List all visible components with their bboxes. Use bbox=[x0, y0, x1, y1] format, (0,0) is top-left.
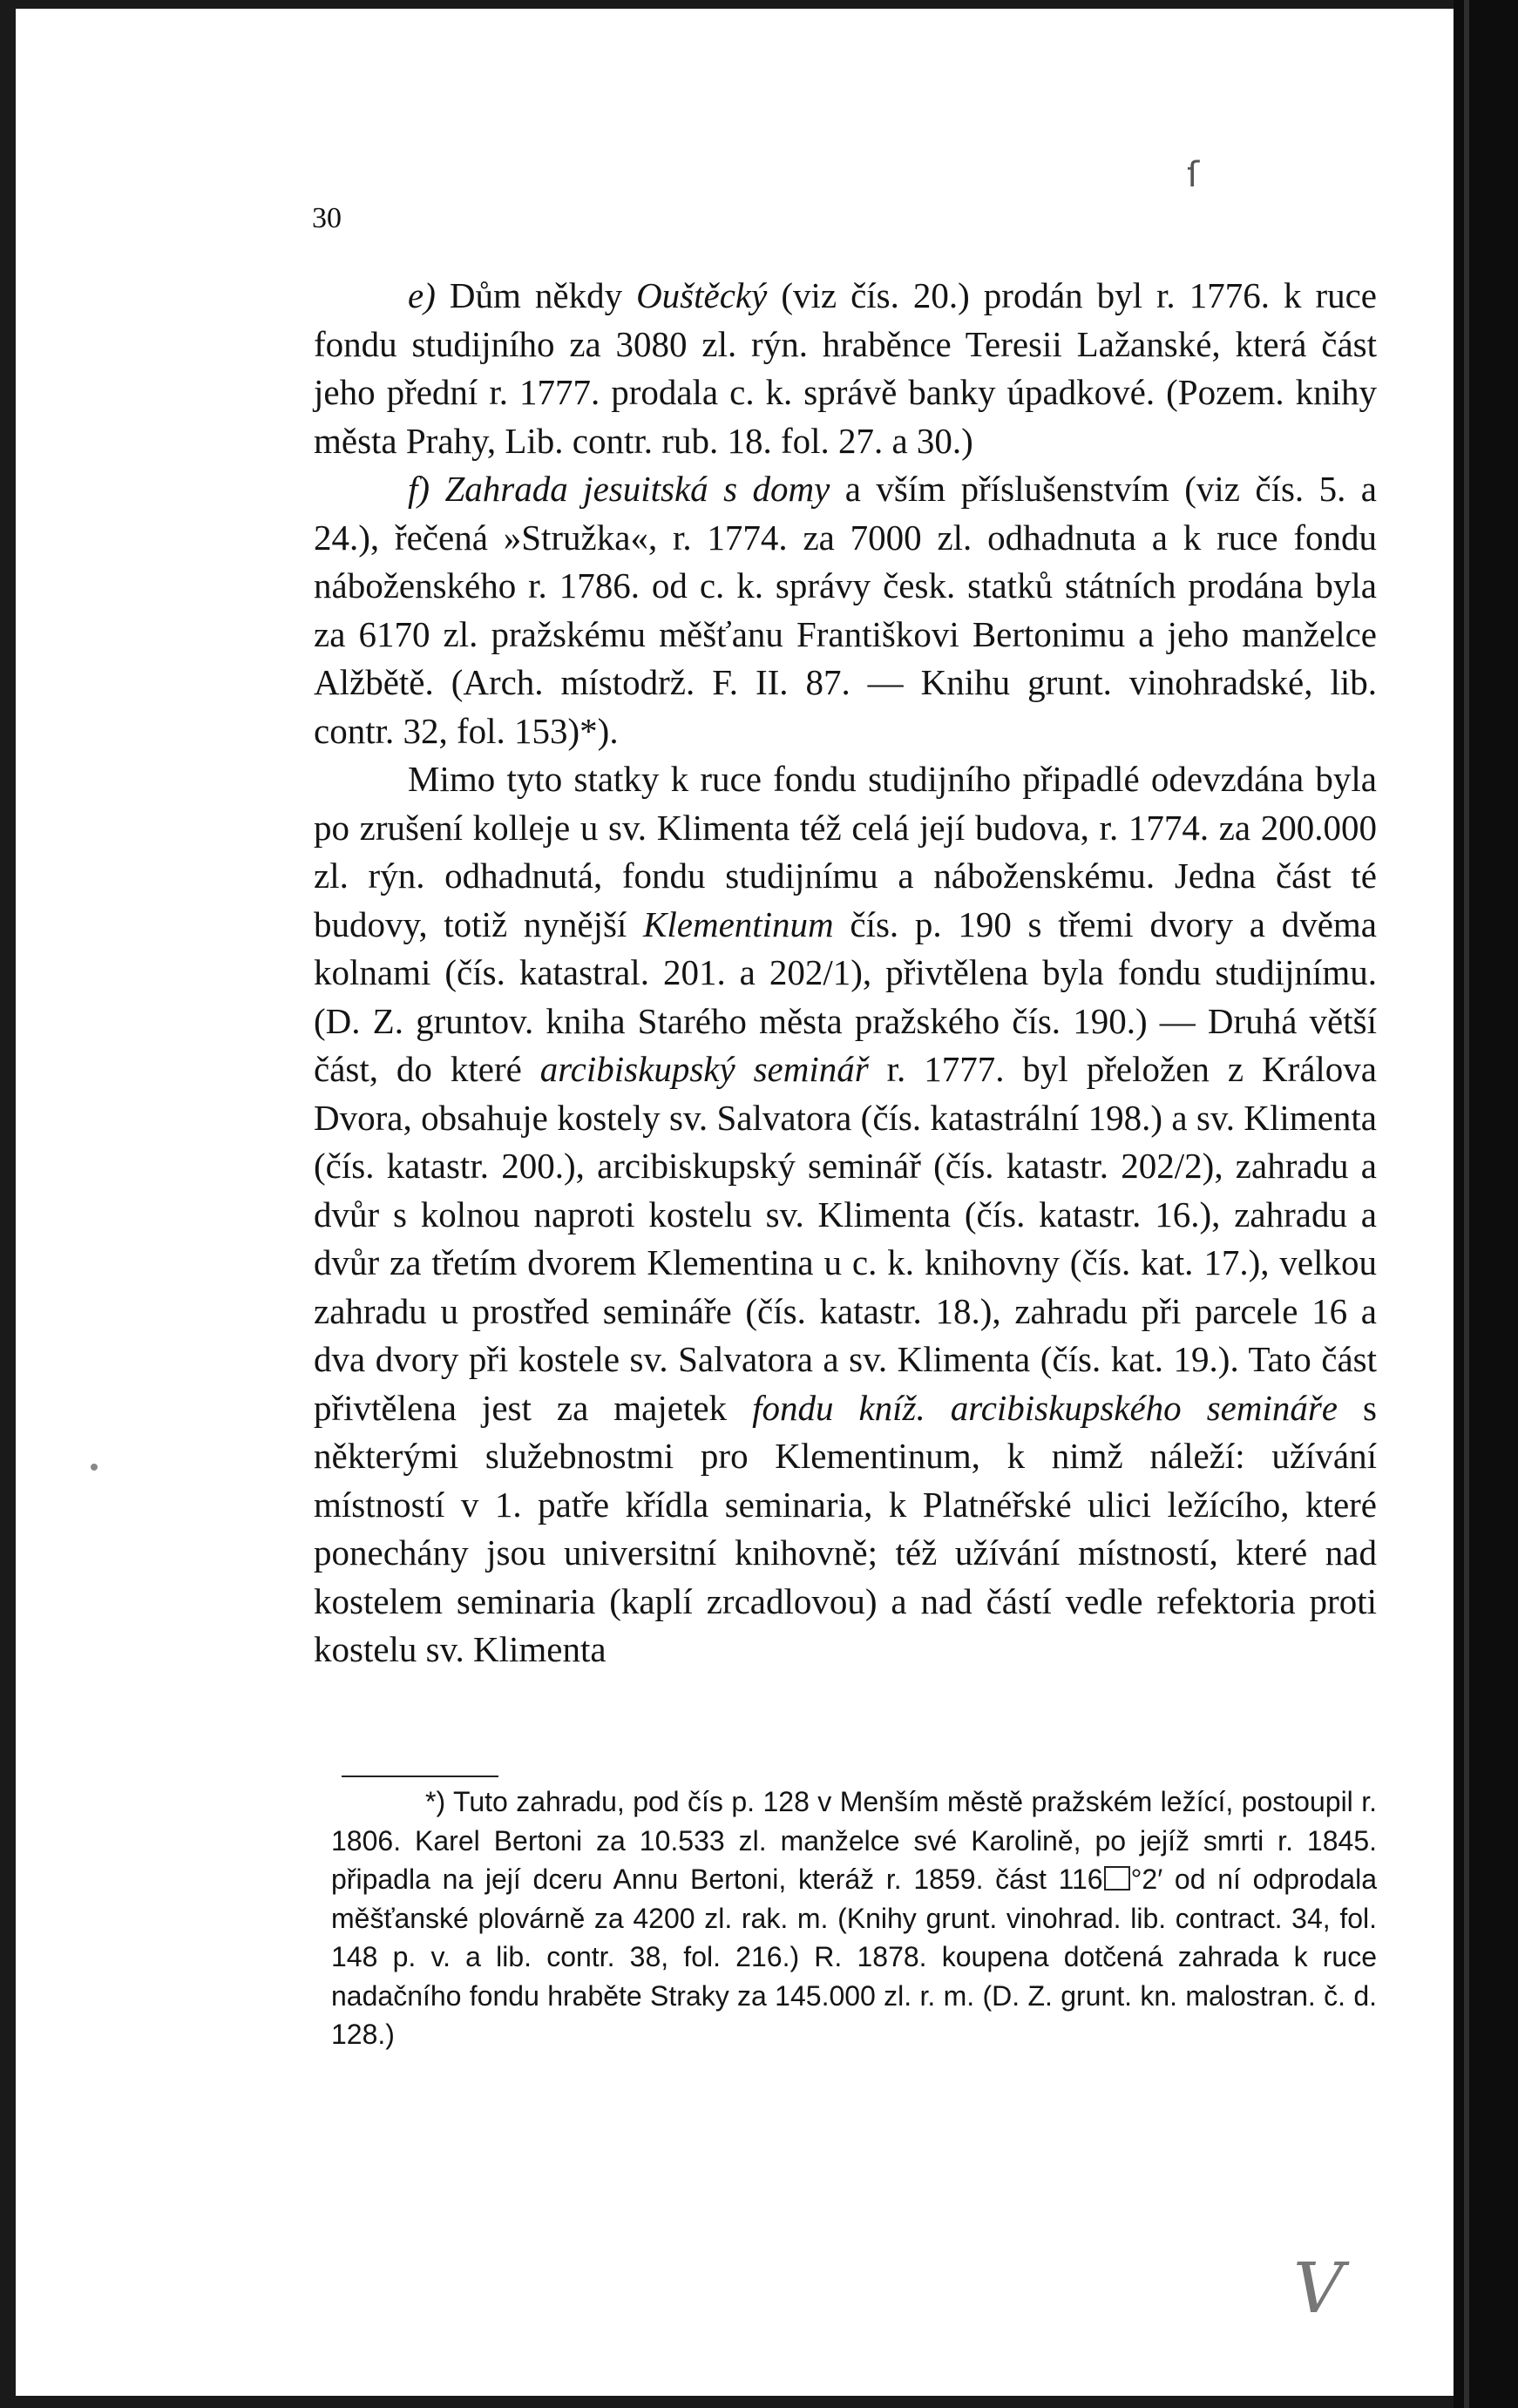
footnote-text-before: *) Tuto zahradu, pod čís p. 128 v Menším městě pražském ležící, postoupil r. 1806. Karel Bertoni za 10.533 zl. manželce své Karolině, po jejíž smrti r. 1845. připadla na její dceru Annu Bertoni, kteráž r. 1859. část 116 bbox=[331, 1786, 1377, 1895]
binding-edge bbox=[1454, 0, 1518, 2408]
text-run: s některými služebnostmi pro Klementinum, k nimž náleží: užívání místností v 1. patře křídla seminaria, k Platnéřské ulici ležícího, které ponechány jsou universitní knihovně; též užívání místností, které nad kostelem seminaria (kaplí zrcadlovou) a nad částí vedle refektoria proti kostelu sv. Klimenta bbox=[314, 1387, 1377, 1669]
body-text bbox=[314, 272, 1377, 1674]
paragraph bbox=[314, 272, 1377, 465]
page-number: 30 bbox=[312, 202, 342, 234]
margin-mark-bottom: V bbox=[1293, 2248, 1344, 2329]
paragraph bbox=[314, 465, 1377, 755]
italic-text: fondu kníž. arcibiskupského semináře bbox=[752, 1387, 1338, 1428]
footnotes bbox=[331, 1782, 1377, 2054]
text-run: čís. p. 190 s třemi dvory a dvěma kolnami (čís. katastral. 201. a 202/1), přivtělena byla fondu studijnímu. (D. Z. gruntov. kniha Starého města pražského čís. 190.) — Druhá větší část, do které bbox=[314, 903, 1377, 1089]
text-run: a vším příslušenstvím (viz čís. 5. a 24.), řečená »Stružka«, r. 1774. za 7000 zl. odhadnuta a k ruce fondu náboženského r. 1786. od c. k. správy česk. statků státních prodána byla za 6170 zl. pražskému měšťanu Františkovi Bertonimu a jeho manželce Alžbětě. (Arch. místodrž. F. II. 87. — Knihu grunt. vinohradské, lib. contr. 32, fol. 153)*). bbox=[314, 469, 1377, 751]
margin-mark-top: ſ bbox=[1187, 155, 1200, 195]
paragraph bbox=[314, 755, 1377, 1674]
binding-stripe bbox=[1464, 0, 1469, 2408]
text-run: Dům někdy bbox=[435, 275, 637, 315]
footnote-paragraph bbox=[331, 1782, 1377, 2054]
text-run: r. 1777. byl přeložen z Králova Dvora, obsahuje kostely sv. Salvatora (čís. katastrální 198.) a sv. Klimenta (čís. katastr. 200.), arcibiskupský seminář (čís. katastr. 202/2), zahradu a dvůr s kolnou naproti kostelu sv. Klimenta (čís. katastr. 16.), zahradu a dvůr za třetím dvorem Klementina u c. k. knihovny (čís. kat. 17.), velkou zahradu u prostřed semináře (čís. katastr. 18.), zahradu při parcele 16 a dva dvory při kostele sv. Salvatora a sv. Klimenta (čís. kat. 19.). Tato část přivtělena jest za majetek bbox=[314, 1049, 1378, 1428]
italic-text: e) bbox=[408, 275, 436, 315]
square-symbol-icon bbox=[1104, 1866, 1130, 1891]
italic-text: Klementinum bbox=[643, 903, 834, 944]
footnote-rule bbox=[342, 1776, 498, 1777]
text-run: (viz čís. 20.) prodán byl r. 1776. k ruce fondu studijního za 3080 zl. rýn. hraběnce Teresii Lažanské, která část jeho přední r. 1777. prodala c. k. správě banky úpadkové. (Pozem. knihy města Prahy, Lib. contr. rub. 18. fol. 27. a 30.) bbox=[314, 275, 1377, 461]
italic-text: Ouštěcký bbox=[636, 275, 768, 315]
margin-dot bbox=[91, 1464, 98, 1471]
footnote-text-after: °2′ od ní odprodala měšťanské plovárně za 4200 zl. rak. m. (Knihy grunt. vinohrad. lib. contract. 34, fol. 148 p. v. a lib. contr. 38, fol. 216.) R. 1878. koupena dotčená zahrada k ruce nadačního fondu hraběte Straky za 145.000 zl. r. m. (D. Z. grunt. kn. malostran. č. d. 128.) bbox=[331, 1863, 1378, 2050]
text-run: Mimo tyto statky k ruce fondu studijního připadlé odevzdána byla po zrušení kolleje u sv. Klimenta též celá její budova, r. 1774. za 200.000 zl. rýn. odhadnutá, fondu studijnímu a náboženskému. Jedna část té budovy, totiž nynější bbox=[314, 759, 1377, 944]
italic-text: f) Zahrada jesuitská s domy bbox=[408, 469, 830, 509]
italic-text: arcibiskupský seminář bbox=[539, 1049, 869, 1089]
